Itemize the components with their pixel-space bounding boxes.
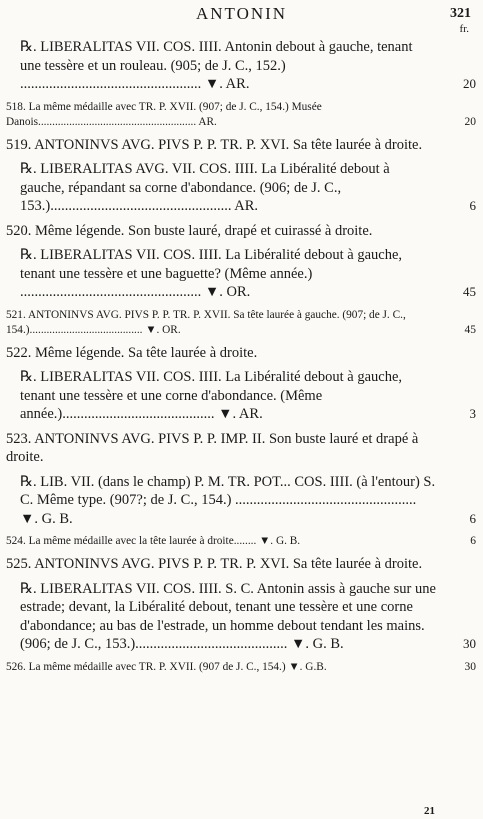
- entry-text: ℞. LIBERALITAS AVG. VII. COS. IIII. La Libéralité debout à gauche, répandant sa corne d'abondance. (906; de J. C., 153.).................................................. AR.: [20, 161, 390, 214]
- entry-price: 3: [469, 406, 476, 421]
- entry-text: 525. ANTONINVS AVG. PIVS P. P. TR. P. XVI. Sa tête laurée à droite.: [6, 556, 423, 572]
- entry-text: 522. Même légende. Sa tête laurée à droite.: [6, 344, 258, 361]
- catalog-entry: [6, 534, 476, 549]
- entry-price: 6: [470, 535, 476, 547]
- entry-text: ℞. LIBERALITAS VII. COS. IIII. S. C. Antonin assis à gauche sur une estrade; devant, la Libéralité debout, tenant une tessère et une corne d'abondance; au bas de l'estrade, un homme debout tendant les mains. (906; de J. C., 153.).......................................... ▼. G. B.: [20, 580, 436, 652]
- catalog-entry: [6, 308, 476, 338]
- entry-text: 523. ANTONINVS AVG. PIVS P. P. IMP. II. Son buste lauré et drapé à droite.: [6, 430, 419, 465]
- entry-text: 519. ANTONINVS AVG. PIVS P. P. TR. P. XVI. Sa tête laurée à droite.: [6, 136, 423, 153]
- catalog-entry: [6, 368, 476, 424]
- entry-price: 30: [464, 660, 476, 673]
- catalog-entry: [6, 136, 476, 155]
- entry-text: ℞. LIBERALITAS VII. COS. IIII. La Libéralité debout à gauche, tenant une tessère et une corne d'abondance. (Même année.).......................................... ▼. AR.: [20, 369, 403, 422]
- catalog-entry: [6, 222, 476, 241]
- entry-price: 20: [464, 115, 476, 128]
- entry-text: ℞. LIBERALITAS VII. COS. IIII. La Libéralité debout à gauche, tenant une tessère et une baguette? (Même année.) .................................................. ▼. OR.: [20, 247, 403, 300]
- catalog-entry: [6, 38, 476, 94]
- catalog-entry: [6, 430, 476, 467]
- catalog-entry: [6, 555, 476, 574]
- entry-list: [6, 38, 476, 681]
- page-number: 321: [450, 6, 471, 21]
- catalog-entry: [6, 473, 476, 529]
- catalog-entry: [6, 344, 476, 363]
- entry-text: 526. La même médaille avec TR. P. XVII. (907 de J. C., 154.) ▼. G.B.: [6, 660, 327, 673]
- catalog-entry: [6, 580, 476, 654]
- entry-text: ℞. LIB. VII. (dans le champ) P. M. TR. POT... COS. IIII. (à l'entour) S. C. Même type. (907?; de J. C., 154.) .................................................. ▼. G. B.: [20, 473, 436, 527]
- entry-price: 20: [463, 76, 476, 91]
- entry-price: 45: [464, 323, 476, 336]
- catalog-entry: [6, 160, 476, 216]
- entry-price: 45: [463, 284, 476, 299]
- entry-text: ℞. LIBERALITAS VII. COS. IIII. Antonin debout à gauche, tenant une tessère et un rouleau. (905; de J. C., 152.) .................................................. ▼. AR.: [20, 39, 413, 92]
- signature-mark: 21: [424, 805, 435, 817]
- catalog-entry: [6, 660, 476, 675]
- entry-text: 520. Même légende. Son buste lauré, drapé et cuirassé à droite.: [6, 222, 373, 239]
- catalog-entry: [6, 100, 476, 130]
- running-head: ANTONIN: [195, 4, 288, 23]
- price-unit: fr.: [459, 23, 469, 35]
- entry-price: 6: [469, 198, 476, 213]
- entry-text: 521. ANTONINVS AVG. PIVS P. P. TR. P. XVII. Sa tête laurée à gauche. (907; de J. C., 154.)........................................ ▼. OR.: [6, 308, 406, 336]
- entry-text: 518. La même médaille avec TR. P. XVII. (907; de J. C., 154.) Musée Danois........................................................ AR.: [6, 100, 322, 128]
- entry-price: 30: [463, 636, 476, 651]
- entry-price: 6: [469, 510, 476, 526]
- catalog-entry: [6, 246, 476, 302]
- entry-text: 524. La même médaille avec la tête laurée à droite........ ▼. G. B.: [6, 535, 301, 547]
